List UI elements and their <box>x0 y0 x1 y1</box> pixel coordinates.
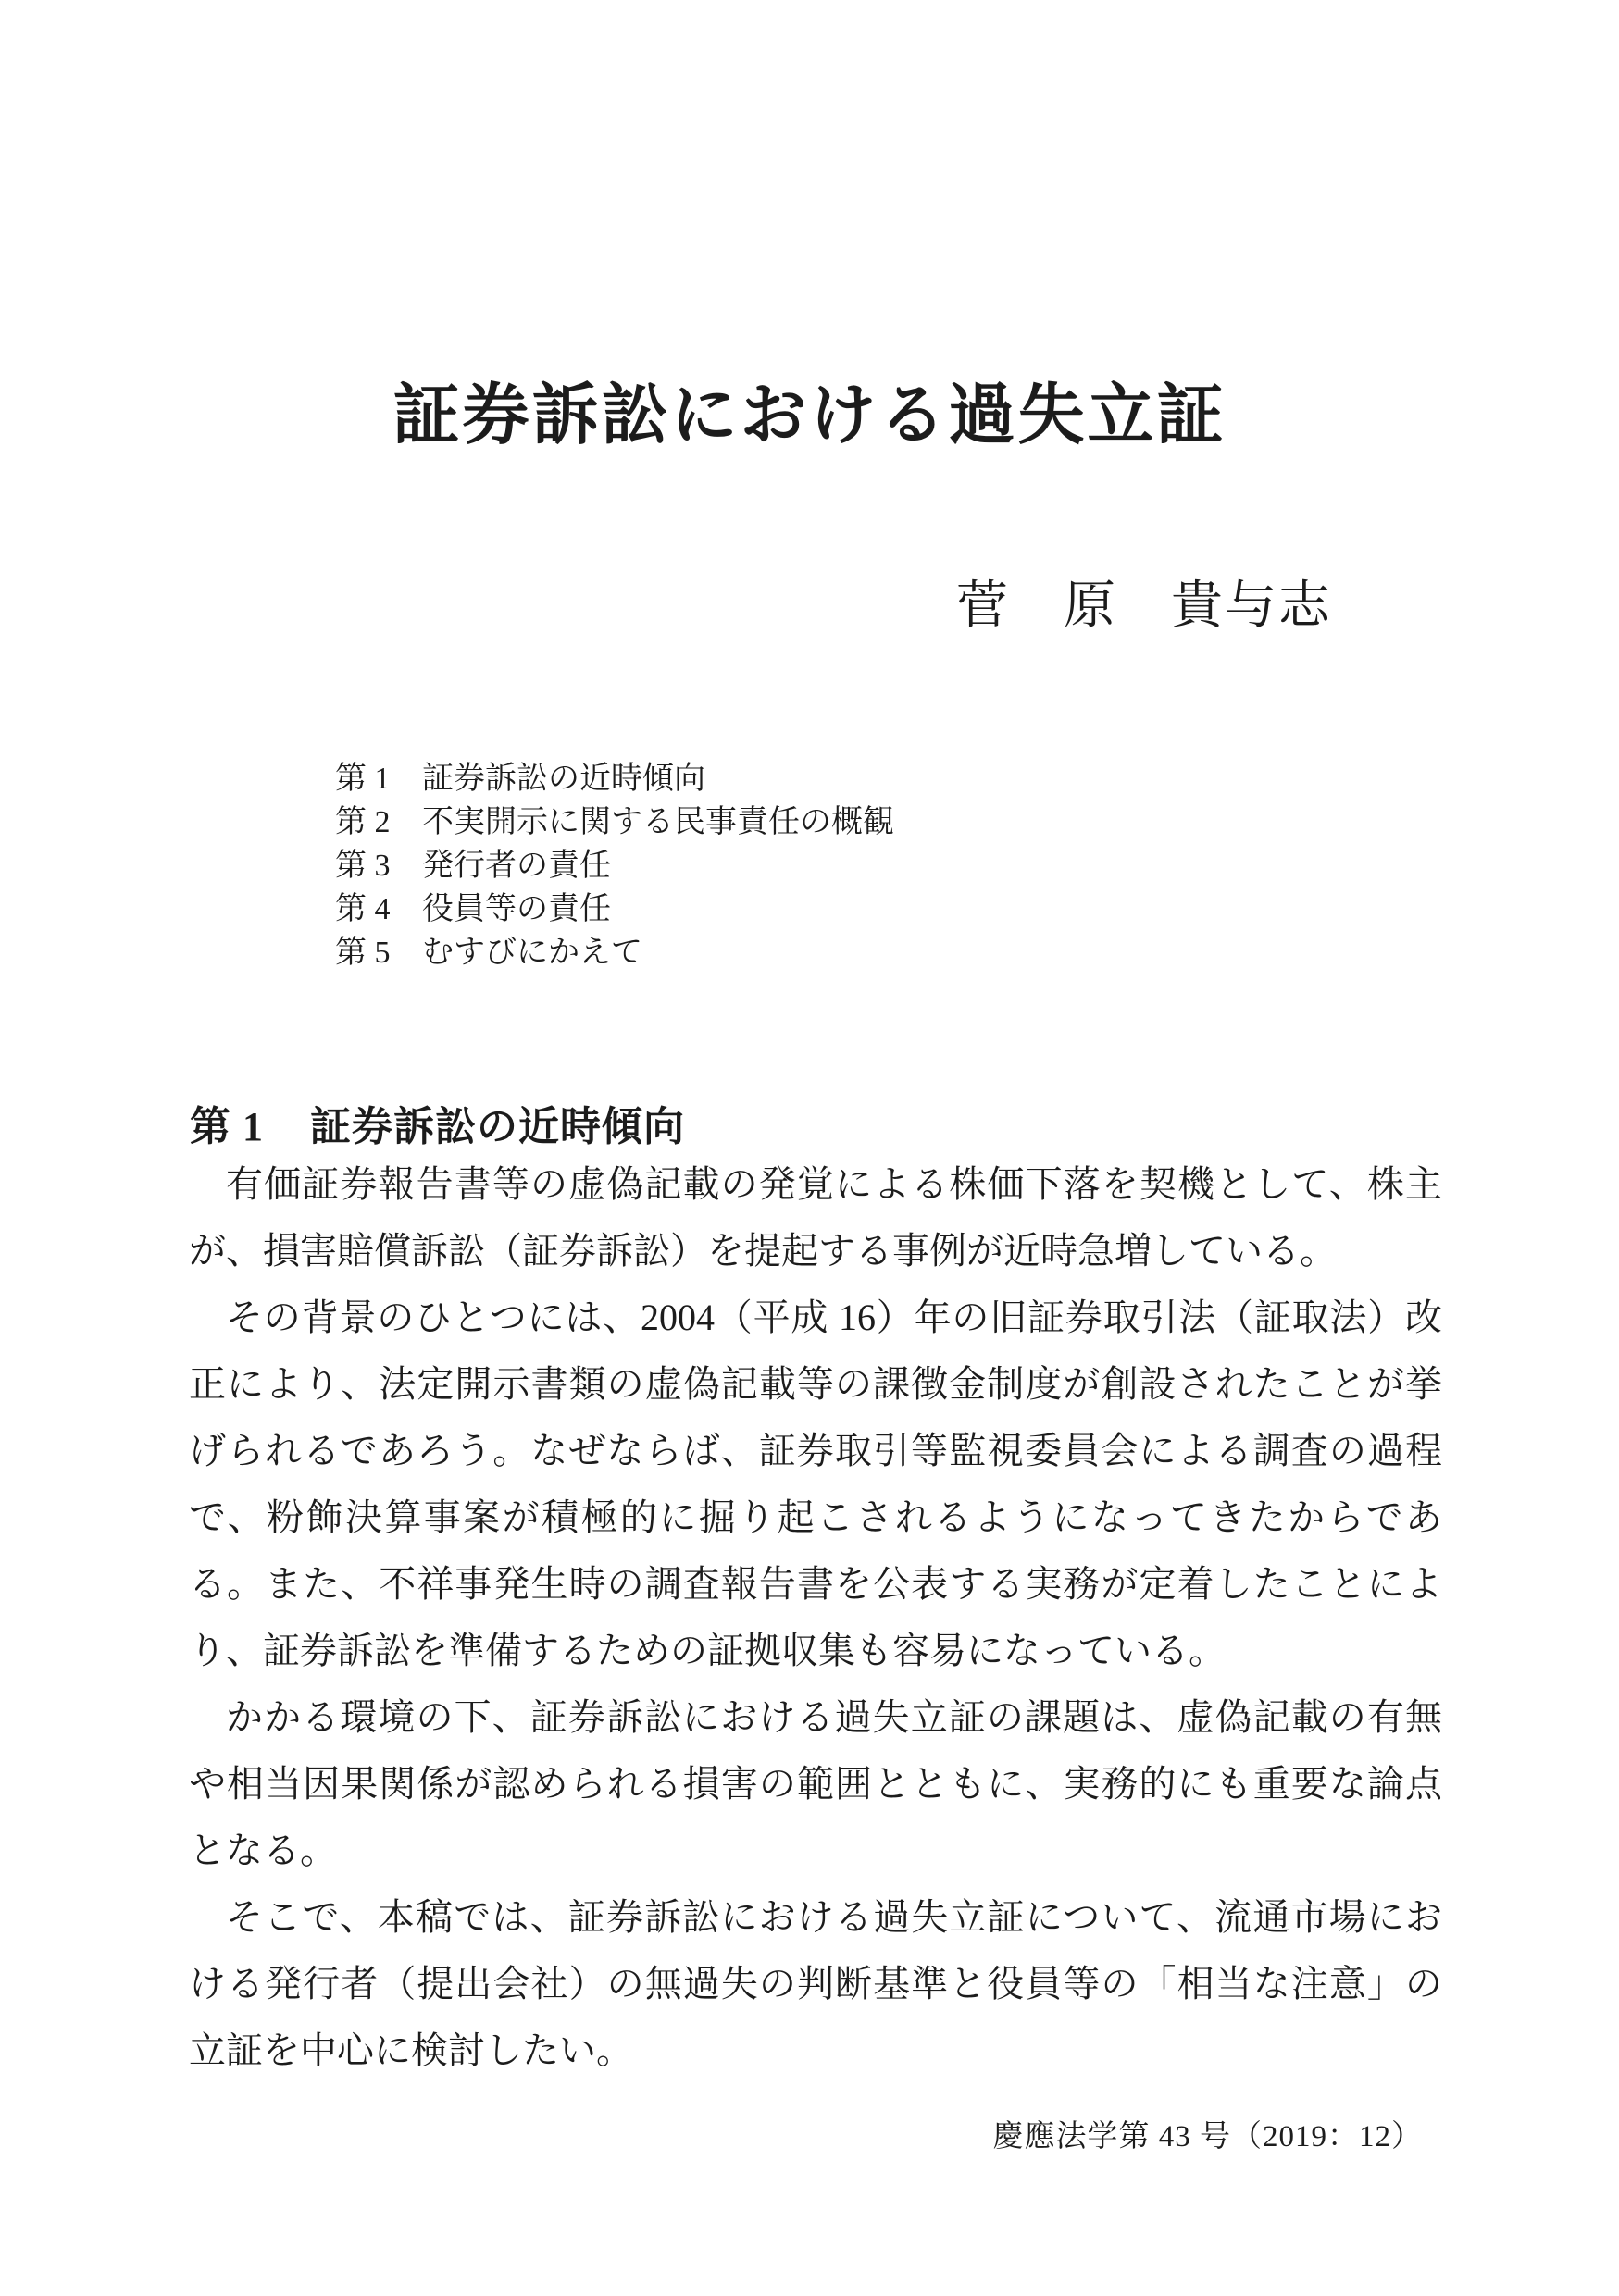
toc-item-label: 役員等の責任 <box>422 892 611 926</box>
author-name: 菅 原 貴与志 <box>956 577 1332 635</box>
toc-item-label: 証券訴訟の近時傾向 <box>422 762 705 796</box>
section-heading <box>190 1093 685 1152</box>
body-text <box>189 1151 1442 2084</box>
toc-item <box>335 757 894 800</box>
body-paragraph: その背景のひとつには、2004（平成 16）年の旧証券取引法（証取法）改正により、法定開示書類の虚偽記載等の課徴金制度が創設されたことが挙げられるであろう。なぜならば、証券取引等監視委員会による調査の過程で、粉飾決算事案が積極的に掘り起こされるようになってきたからである。また、不祥事発生時の調査報告書を公表する実務が定着したことにより、証券訴訟を準備するための証拠収集も容易になっている。 <box>189 1297 1442 1671</box>
toc-item-label: むすびにかえて <box>422 936 642 970</box>
body-paragraph: そこで、本稿では、証券訴訟における過失立証について、流通市場における発行者（提出会社）の無過失の判断基準と役員等の「相当な注意」の立証を中心に検討したい。 <box>189 1896 1442 2071</box>
toc-item <box>335 800 894 844</box>
toc-item-number: 第 2 <box>335 805 391 839</box>
section-title: 証券訴訟の近時傾向 <box>310 1103 685 1149</box>
toc-item-number: 第 5 <box>335 936 391 970</box>
table-of-contents <box>335 757 894 974</box>
toc-item <box>335 931 894 974</box>
toc-item-number: 第 1 <box>335 762 391 796</box>
toc-item-number: 第 3 <box>335 849 391 883</box>
section-number: 第 1 <box>190 1103 264 1149</box>
toc-item <box>335 844 894 887</box>
body-paragraph: かかる環境の下、証券訴訟における過失立証の課題は、虚偽記載の有無や相当因果関係が認められる損害の範囲とともに、実務的にも重要な論点となる。 <box>189 1696 1442 1871</box>
body-paragraph: 有価証券報告書等の虚偽記載の発覚による株価下落を契機として、株主が、損害賠償訴訟（証券訴訟）を提起する事例が近時急増している。 <box>189 1163 1442 1272</box>
page-title: 証券訴訟における過失立証 <box>392 379 1227 453</box>
toc-item-label: 不実開示に関する民事責任の概観 <box>422 805 894 839</box>
toc-item-label: 発行者の責任 <box>422 849 611 883</box>
footer-citation: 慶應法学第 43 号（2019：12） <box>992 2120 1423 2153</box>
toc-item <box>335 887 894 931</box>
toc-item-number: 第 4 <box>335 892 391 926</box>
